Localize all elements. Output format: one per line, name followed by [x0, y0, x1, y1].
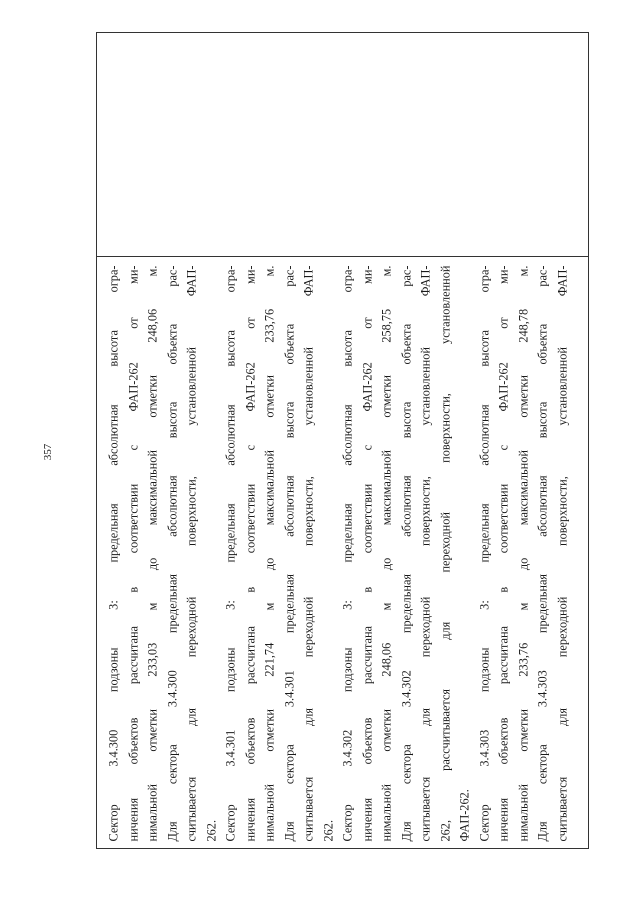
text-line: ФАП-262.	[457, 788, 471, 841]
sector-paragraph	[221, 265, 338, 841]
text-line: Для сектора 3.4.303 предельная абсолютная высота объекта рас-	[535, 265, 549, 841]
text-line: 262.	[203, 819, 218, 841]
text-line: Сектор 3.4.300 подзоны 3: предельная абсолютная высота огра-	[106, 265, 120, 841]
text-line: считывается для переходной поверхности, установленной ФАП-	[301, 265, 315, 841]
text-line: нимальной отметки 233,76 м до максимальной отметки 248,78 м.	[515, 265, 530, 841]
text-line: Сектор 3.4.303 подзоны 3: предельная абсолютная высота огра-	[476, 265, 491, 841]
empty-cell	[97, 33, 588, 257]
sector-paragraph	[104, 265, 221, 841]
text-line: считывается для переходной поверхности, установленной ФАП-	[184, 265, 198, 841]
text-line: 262.	[320, 819, 335, 841]
rotated-text-block	[100, 261, 585, 845]
text-line: Сектор 3.4.302 подзоны 3: предельная абсолютная высота огра-	[340, 265, 354, 841]
text-line: Для сектора 3.4.301 предельная абсолютная высота объекта рас-	[281, 265, 296, 841]
text-line: Для сектора 3.4.302 предельная абсолютная высота объекта рас-	[398, 265, 413, 841]
text-line: считывается для переходной поверхности, установленной ФАП-	[554, 265, 569, 841]
text-cell	[97, 257, 588, 849]
text-line: ничения объектов рассчитана в соответствии с ФАП-262 от ми-	[496, 265, 510, 841]
sector-paragraph	[338, 265, 475, 841]
text-line: нимальной отметки 221,74 м до максимальной отметки 233,76 м.	[262, 265, 276, 841]
text-line: ничения объектов рассчитана в соответствии с ФАП-262 от ми-	[359, 265, 374, 841]
text-line: 262, рассчитывается для переходной поверхности, установленной	[437, 265, 452, 841]
text-line: Для сектора 3.4.300 предельная абсолютная высота объекта рас-	[164, 265, 179, 841]
text-line: нимальной отметки 233,03 м до максимальной отметки 248,06 м.	[145, 265, 159, 841]
text-line: нимальной отметки 248,06 м до максимальной отметки 258,75 м.	[379, 265, 393, 841]
text-line: считывается для переходной поверхности, установленной ФАП-	[418, 265, 432, 841]
text-line: ничения объектов рассчитана в соответствии с ФАП-262 от ми-	[125, 265, 140, 841]
sector-paragraph	[475, 265, 573, 841]
text-line: Сектор 3.4.301 подзоны 3: предельная абсолютная высота огра-	[223, 265, 237, 841]
table-frame	[96, 32, 589, 849]
text-line: ничения объектов рассчитана в соответствии с ФАП-262 от ми-	[242, 265, 257, 841]
page-number: 357	[42, 443, 54, 461]
